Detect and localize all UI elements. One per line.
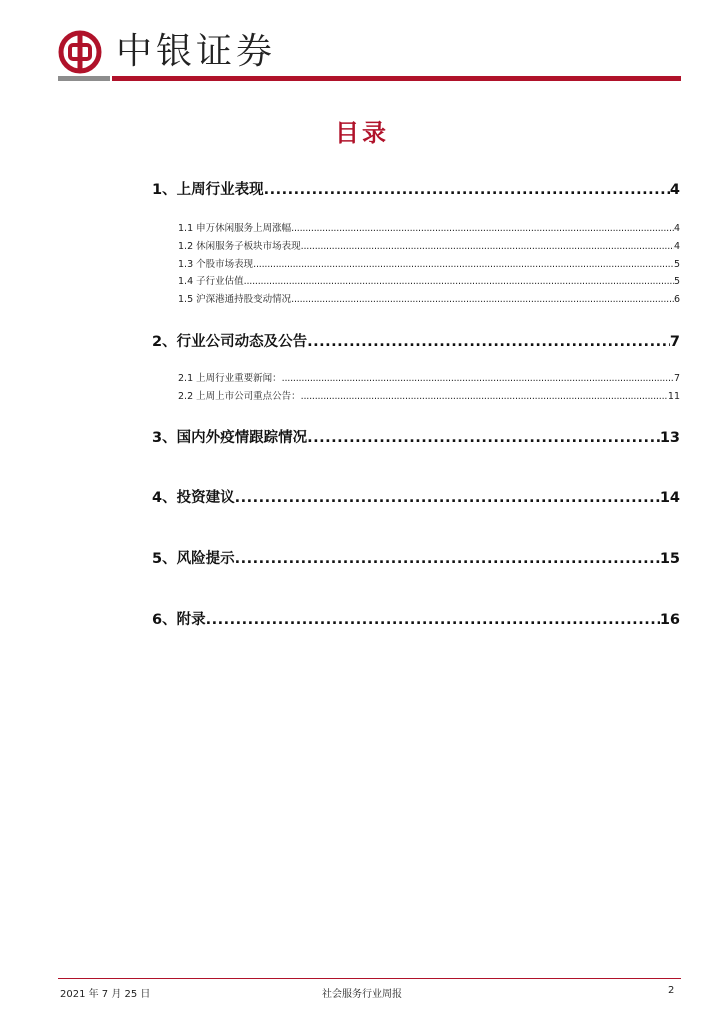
toc-entry-4[interactable]	[152, 486, 680, 507]
toc-leader-dots	[307, 334, 670, 350]
header-rule-gray	[58, 76, 110, 81]
toc-entry-2-2[interactable]	[178, 388, 680, 402]
toc-entry-label: 1、上周行业表现	[152, 182, 264, 198]
toc-entry-label: 3、国内外疫情跟踪情况	[152, 430, 308, 446]
toc-entry-6[interactable]	[152, 608, 680, 629]
toc-entry-page: 4	[673, 241, 680, 252]
toc-entry-label: 1.2 休闲服务子板块市场表现	[178, 241, 301, 252]
toc-entry-2[interactable]	[152, 330, 680, 351]
toc-entry-page: 5	[673, 259, 680, 270]
toc-title: 目录	[335, 119, 389, 147]
toc-entry-label: 5、风险提示	[152, 551, 235, 567]
toc-entry-3[interactable]	[152, 426, 680, 447]
toc-entry-label: 2.1 上周行业重要新闻：	[178, 373, 282, 384]
toc-entry-1-2[interactable]	[178, 238, 680, 252]
toc-leader-dots	[235, 490, 660, 506]
toc-entry-page: 11	[667, 391, 680, 402]
toc-entry-2-1[interactable]	[178, 370, 680, 384]
header-rule-red	[112, 76, 681, 81]
toc-entry-label: 4、投资建议	[152, 490, 235, 506]
toc-entry-page: 7	[673, 373, 680, 384]
toc-entry-5[interactable]	[152, 547, 680, 568]
toc-entry-1-5[interactable]	[178, 291, 680, 305]
footer-report-name: 社会服务行业周报	[322, 989, 402, 1000]
page-header	[58, 30, 681, 86]
toc-entry-page: 6	[673, 294, 680, 305]
toc-entry-label: 2、行业公司动态及公告	[152, 334, 308, 350]
toc-entry-label: 2.2 上周上市公司重点公告：	[178, 391, 301, 402]
brand-name: 中银证券	[116, 31, 277, 72]
toc-entry-page: 14	[659, 490, 680, 506]
toc-leader-dots	[291, 294, 674, 305]
toc-entry-label: 1.4 子行业估值	[178, 276, 244, 287]
toc-leader-dots	[307, 430, 660, 446]
toc-entry-page: 5	[673, 276, 680, 287]
toc-leader-dots	[301, 391, 668, 402]
toc-leader-dots	[282, 373, 674, 384]
footer-date: 2021 年 7 月 25 日	[60, 989, 151, 1000]
toc-entry-label: 1.3 个股市场表现	[178, 259, 254, 270]
toc-entry-page: 4	[673, 223, 680, 234]
toc-leader-dots	[264, 182, 670, 198]
toc-entry-1-4[interactable]	[178, 273, 680, 287]
toc-leader-dots	[244, 276, 674, 287]
toc-entry-page: 16	[659, 612, 680, 628]
toc-entry-page: 15	[659, 551, 680, 567]
footer-rule	[58, 978, 681, 979]
toc-entry-1-1[interactable]	[178, 220, 680, 234]
toc-entry-label: 1.1 申万休闲服务上周涨幅	[178, 223, 292, 234]
toc-entry-1[interactable]	[152, 178, 680, 199]
toc-entry-page: 13	[659, 430, 680, 446]
bank-of-china-logo-icon	[58, 30, 102, 74]
footer-page-number: 2	[668, 985, 675, 996]
toc-entry-page: 7	[669, 334, 680, 350]
toc-leader-dots	[235, 551, 660, 567]
toc-leader-dots	[291, 223, 674, 234]
toc-entry-label: 6、附录	[152, 612, 206, 628]
toc-leader-dots	[301, 241, 674, 252]
toc-leader-dots	[253, 259, 674, 270]
toc-entry-1-3[interactable]	[178, 256, 680, 270]
toc-leader-dots	[206, 612, 660, 628]
toc-entry-page: 4	[669, 182, 680, 198]
toc-entry-label: 1.5 沪深港通持股变动情况	[178, 294, 292, 305]
